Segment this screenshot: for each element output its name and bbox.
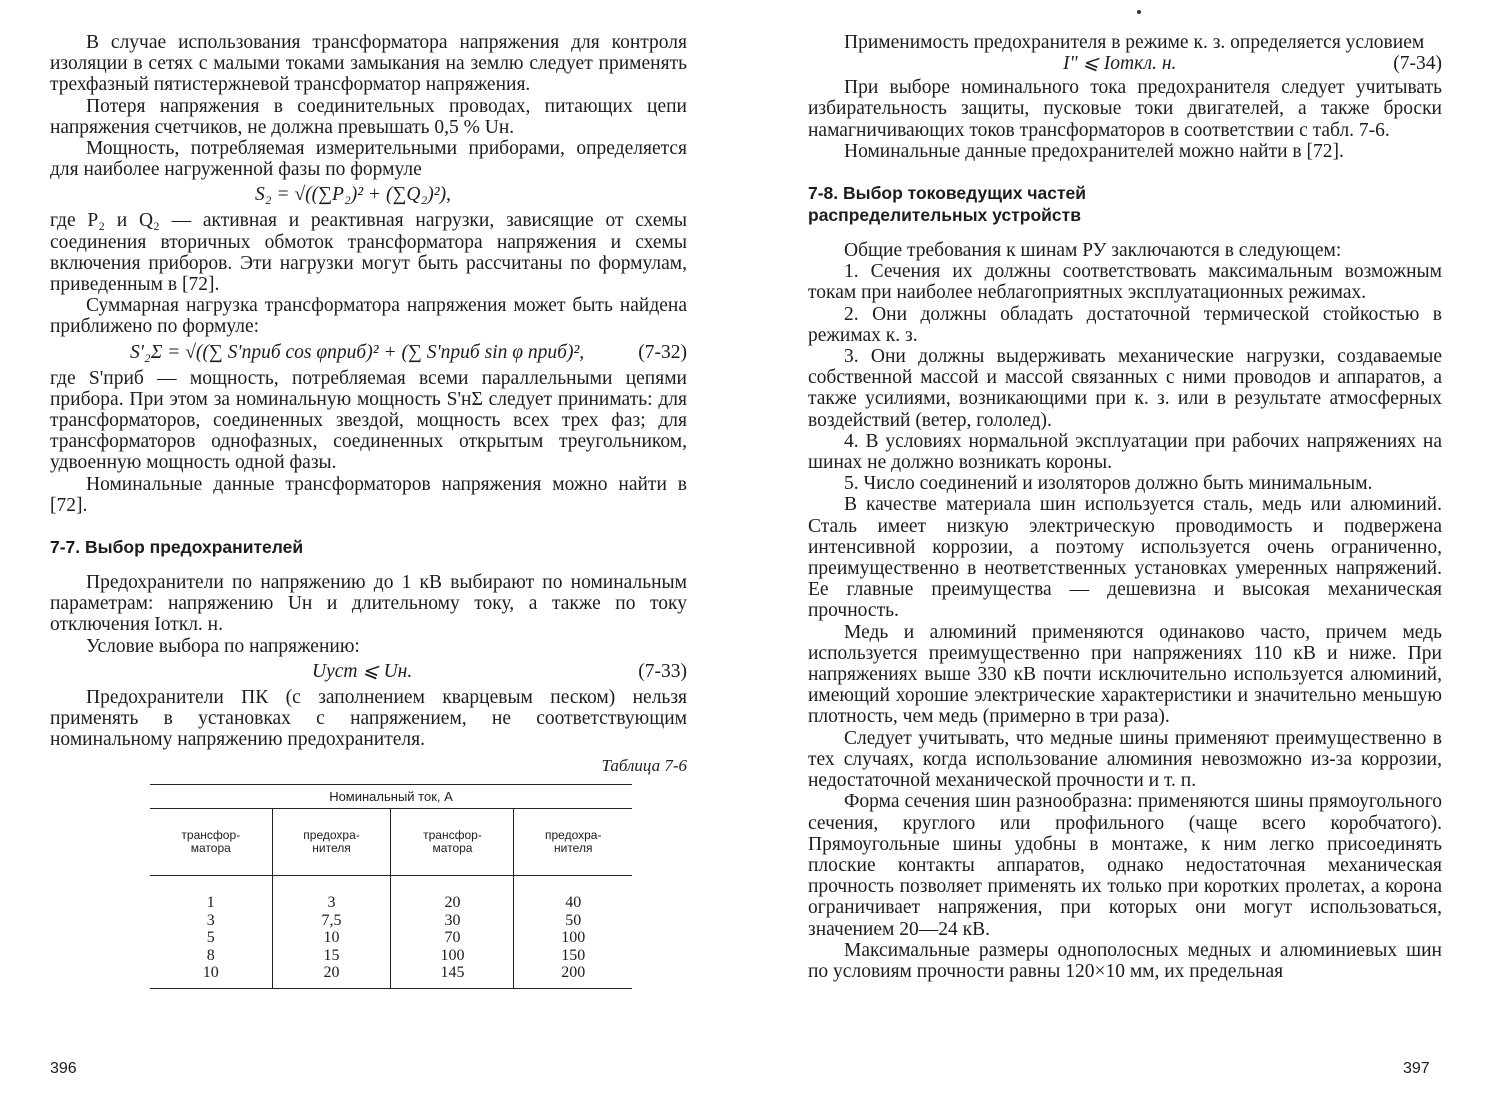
paragraph: Максимальные размеры однополосных медных и алюминиевых шин по условиям прочности равны 120×10 мм, их предельная xyxy=(808,939,1442,982)
formula-7-32 xyxy=(50,338,687,368)
page-number: 397 xyxy=(1403,1060,1430,1077)
paragraph: Следует учитывать, что медные шины применяют преимущественно в тех случаях, когда использование алюминия невозможно из-за коррозии, недостаточной механической прочности и т. п. xyxy=(808,727,1442,792)
paragraph: где S'приб — мощность, потребляемая всеми параллельными цепями прибора. При этом за номинальную мощность S'нΣ следует принимать: для трансформаторов, соединенных звездой, мощность всех трех фаз; для трансформаторов однофазных, соединенных открытым треугольником, удвоенную мощность одной фазы. xyxy=(50,367,687,474)
heading-line: 7-8. Выбор токоведущих частей xyxy=(808,183,1087,204)
table-cell: 7,5 xyxy=(272,912,391,930)
equation-number: (7-32) xyxy=(638,341,687,363)
paragraph: Медь и алюминий применяются одинаково часто, причем медь используется преимущественно при напряжениях 110 кВ и ниже. При напряжениях выше 330 кВ почти исключительно используется алюминий, имеющий хорошие электрические характеристики и значительно меньшую плотность, чем медь (примерно в три раза). xyxy=(808,621,1442,728)
table-cell: 8 xyxy=(206,946,215,964)
formula-s2 xyxy=(50,180,687,210)
table-cell: 50 xyxy=(514,912,632,930)
table-cell: 10 xyxy=(272,929,391,947)
table-cell: 200 xyxy=(514,964,632,988)
formula-7-33 xyxy=(50,657,687,687)
paragraph: При выборе номинального тока предохранителя следует учитывать избирательность защиты, пусковые токи двигателей, а также броски намагничивающих токов трансформаторов в соответствии с табл. 7-6. xyxy=(808,77,1442,141)
paragraph: Потеря напряжения в соединительных проводах, питающих цепи напряжения счетчиков, не должна превышать 0,5 % Uн. xyxy=(50,95,687,138)
paragraph: В качестве материала шин используется сталь, медь или алюминий. Сталь имеет низкую электрическую проводимость и подвержена интенсивной коррозии, а поэтому используется очень ограниченно, преимущественно в неответственных установках умеренных напряжений. Ее главные преимущества — дешевизна и высокая механическая прочность. xyxy=(808,494,1442,622)
column-header: предохра- нителя xyxy=(514,809,632,876)
paragraph: Предохранители по напряжению до 1 кВ выбирают по номинальным параметрам: напряжению Uн и длительному току, а также по току отключения Iоткл. н. xyxy=(50,572,687,636)
table-row xyxy=(150,947,632,965)
print-speck xyxy=(1137,10,1141,14)
table-cell: 15 xyxy=(272,947,391,965)
page-number: 396 xyxy=(50,1060,77,1077)
data-table xyxy=(150,784,632,989)
table-cell: 5 xyxy=(206,929,215,947)
table-cell: 10 xyxy=(150,964,272,988)
formula-text: S₂ = √((∑P₂)² + (∑Q₂)²), xyxy=(255,184,451,206)
table-cell: 3 xyxy=(206,911,215,929)
paragraph: где P₂ и Q₂ — активная и реактивная нагрузки, зависящие от схемы соединения вторичных обмоток трансформатора напряжения и схемы включения приборов. Эти нагрузки могут быть рассчитаны по формулам, приведенным в [72]. xyxy=(50,210,687,296)
paragraph: Применимость предохранителя в режиме к. з. определяется условием xyxy=(844,32,1425,53)
table-header-top: Номинальный ток, А xyxy=(150,785,632,809)
paragraph: Номинальные данные трансформаторов напряжения можно найти в [72]. xyxy=(50,473,687,516)
table-row xyxy=(150,964,632,988)
section-heading xyxy=(808,182,1442,226)
table-cell: 3 xyxy=(272,876,391,912)
paragraph: 5. Число соединений и изоляторов должно быть минимальным. xyxy=(844,473,1373,495)
table-cell: 150 xyxy=(514,947,632,965)
table-cell: 70 xyxy=(391,929,514,947)
paragraph: Предохранители ПК (с заполнением кварцевым песком) нельзя применять в установках с напряжением, не соответствующим номинальному напряжению предохранителя. xyxy=(50,686,687,751)
table-cell: 20 xyxy=(272,964,391,988)
paragraph: Форма сечения шин разнообразна: применяются шины прямоугольного сечения, круглого или профильного (чаще всего коробчатого). Прямоугольные шины удобны в монтаже, к ним легко присоединять плоские контакты аппаратов, однако недостаточная механическая прочность позволяет применять их только при коротких пролетах, а корона ограничивает напряжения, при которых они могут использоваться, значением 20—24 кВ. xyxy=(808,791,1442,940)
paragraph: 3. Они должны выдерживать механические нагрузки, создаваемые собственной массой и массой связанных с ними проводов и аппаратов, а также усилиями, возникающими при к. з. или в результате атмосферных воздействий (ветер, гололед). xyxy=(808,346,1442,431)
table-cell: 100 xyxy=(391,947,514,965)
paragraph: Общие требования к шинам РУ заключаются в следующем: xyxy=(844,240,1342,262)
formula-text: S'₂Σ = √((∑ S'приб cos φприб)² + (∑ S'приб sin φ приб)², xyxy=(130,341,585,363)
heading-line: распределительных устройств xyxy=(808,205,1081,226)
paragraph: 2. Они должны обладать достаточной термической стойкостью в режимах к. з. xyxy=(808,303,1442,346)
table-row xyxy=(150,876,632,912)
table-cell: 40 xyxy=(514,876,632,912)
paragraph: Номинальные данные предохранителей можно найти в [72]. xyxy=(844,140,1344,162)
table-cell: 20 xyxy=(391,876,514,912)
table-row xyxy=(150,912,632,930)
equation-number: (7-34) xyxy=(1393,53,1442,75)
paragraph: Суммарная нагрузка трансформатора напряжения может быть найдена приближено по формуле: xyxy=(50,295,687,338)
equation-number: (7-33) xyxy=(638,660,687,682)
formula-text: Uуст ⩽ Uн. xyxy=(312,660,413,682)
right-page xyxy=(808,28,1442,982)
paragraph: Условие выбора по напряжению: xyxy=(86,635,360,657)
table-row xyxy=(150,929,632,947)
table-cell: 30 xyxy=(391,912,514,930)
paragraph: 4. В условиях нормальной эксплуатации при рабочих напряжениях на шинах не должно возникать короны. xyxy=(808,430,1442,474)
column-header: предохра- нителя xyxy=(272,809,391,876)
table-caption: Таблица 7-6 xyxy=(601,756,687,776)
column-header: трансфор- матора xyxy=(150,809,272,876)
paragraph: В случае использования трансформатора напряжения для контроля изоляции в сетях с малыми токами замыкания на землю следует применять трехфазный пятистержневой трансформатор напряжения. xyxy=(50,32,687,96)
table-cell: 1 xyxy=(206,894,215,912)
paragraph: Мощность, потребляемая измерительными приборами, определяется для наиболее нагруженной фазы по формуле xyxy=(50,138,687,181)
left-page xyxy=(50,28,687,989)
column-header: трансфор- матора xyxy=(391,809,514,876)
table-cell: 100 xyxy=(514,929,632,947)
paragraph: 1. Сечения их должны соответствовать максимальным возможным токам при наиболее неблагоприятных эксплуатационных режимах. xyxy=(808,261,1442,304)
formula-7-34 xyxy=(808,53,1442,77)
table-cell: 145 xyxy=(391,964,514,988)
section-heading: 7-7. Выбор предохранителей xyxy=(50,537,304,558)
formula-text: I" ⩽ Iоткл. н. xyxy=(1063,53,1177,75)
